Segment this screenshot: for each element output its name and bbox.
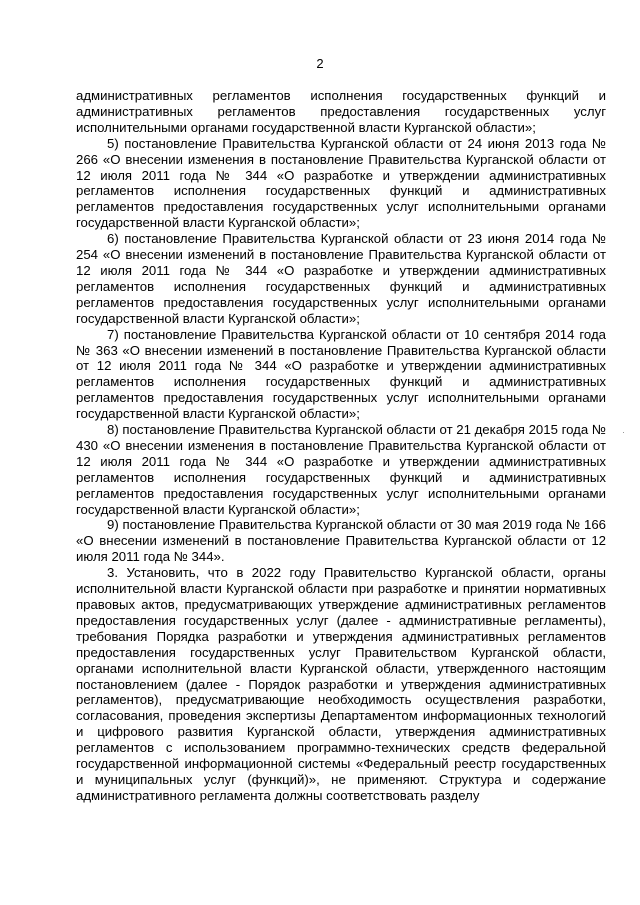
paragraph-item-7: 7) постановление Правительства Курганской области от 10 сентября 2014 года № 363 «О внесении изменений в постановление Правительства Курганской области от 12 июля 2011 года № 344 «О разработке и утверждении административных регламентов исполнения государственных функций и административных регламентов предоставления государственных услуг исполнительными органами государственной власти Курганской области»; [76, 326, 606, 422]
paragraph-item-8: 8) постановление Правительства Курганской области от 21 декабря 2015 года № 430 «О внесении изменения в постановление Правительства Курганской области от 12 июля 2011 года № 344 «О разработке и утверждении административных регламентов исполнения государственных функций и административных регламентов предоставления государственных услуг исполнительными органами государственной власти Курганской области»; [76, 422, 606, 517]
paragraph-item-6: 6) постановление Правительства Курганской области от 23 июня 2014 года № 254 «О внесении изменений в постановление Правительства Курганской области от 12 июля 2011 года № 344 «О разработке и утверждении административных регламентов исполнения государственных функций и административных регламентов предоставления государственных услуг исполнительными органами государственной власти Курганской области»; [76, 231, 606, 326]
paragraph-continuation: административных регламентов исполнения государственных функций и административных регламентов предоставления государственных услуг исполнительными органами государственной власти Курганской области»; [76, 88, 606, 135]
paragraph-section-3: 3. Установить, что в 2022 году Правительство Курганской области, органы исполнительной власти Курганской области при разработке и принятии нормативных правовых актов, предусматривающих утверждение административных регламентов предоставления государственных услуг (далее - административные регламенты), требования Порядка разработки и утверждения административных регламентов предоставления государственных услуг Правительством Курганской области, органами исполнительной власти Курганской области, утвержденного настоящим постановлением (далее - Порядок разработки и утверждения административных регламентов), предусматривающие необходимость осуществления разработки, согласования, проведения экспертизы Департаментом информационных технологий и цифрового развития Курганской области, утверждения административных регламентов с использованием программно-технических средств федеральной государственной информационной системы «Федеральный реестр государственных и муниципальных услуг (функций)», не применяют. Структура и содержание административного регламента должны соответствовать разделу [76, 565, 606, 803]
page-number: 2 [316, 56, 324, 71]
paragraph-item-5: 5) постановление Правительства Курганской области от 24 июня 2013 года № 266 «О внесении изменения в постановление Правительства Курганской области от 12 июля 2011 года № 344 «О разработке и утверждении административных регламентов исполнения государственных функций и административных регламентов предоставления государственных услуг исполнительными органами государственной власти Курганской области»; [76, 135, 606, 231]
paragraph-item-9: 9) постановление Правительства Курганской области от 30 мая 2019 года № 166 «О внесении изменений в постановление Правительства Курганской области от 12 июля 2011 года № 344». [76, 517, 606, 565]
scan-mark [623, 432, 624, 433]
document-body [76, 88, 606, 804]
